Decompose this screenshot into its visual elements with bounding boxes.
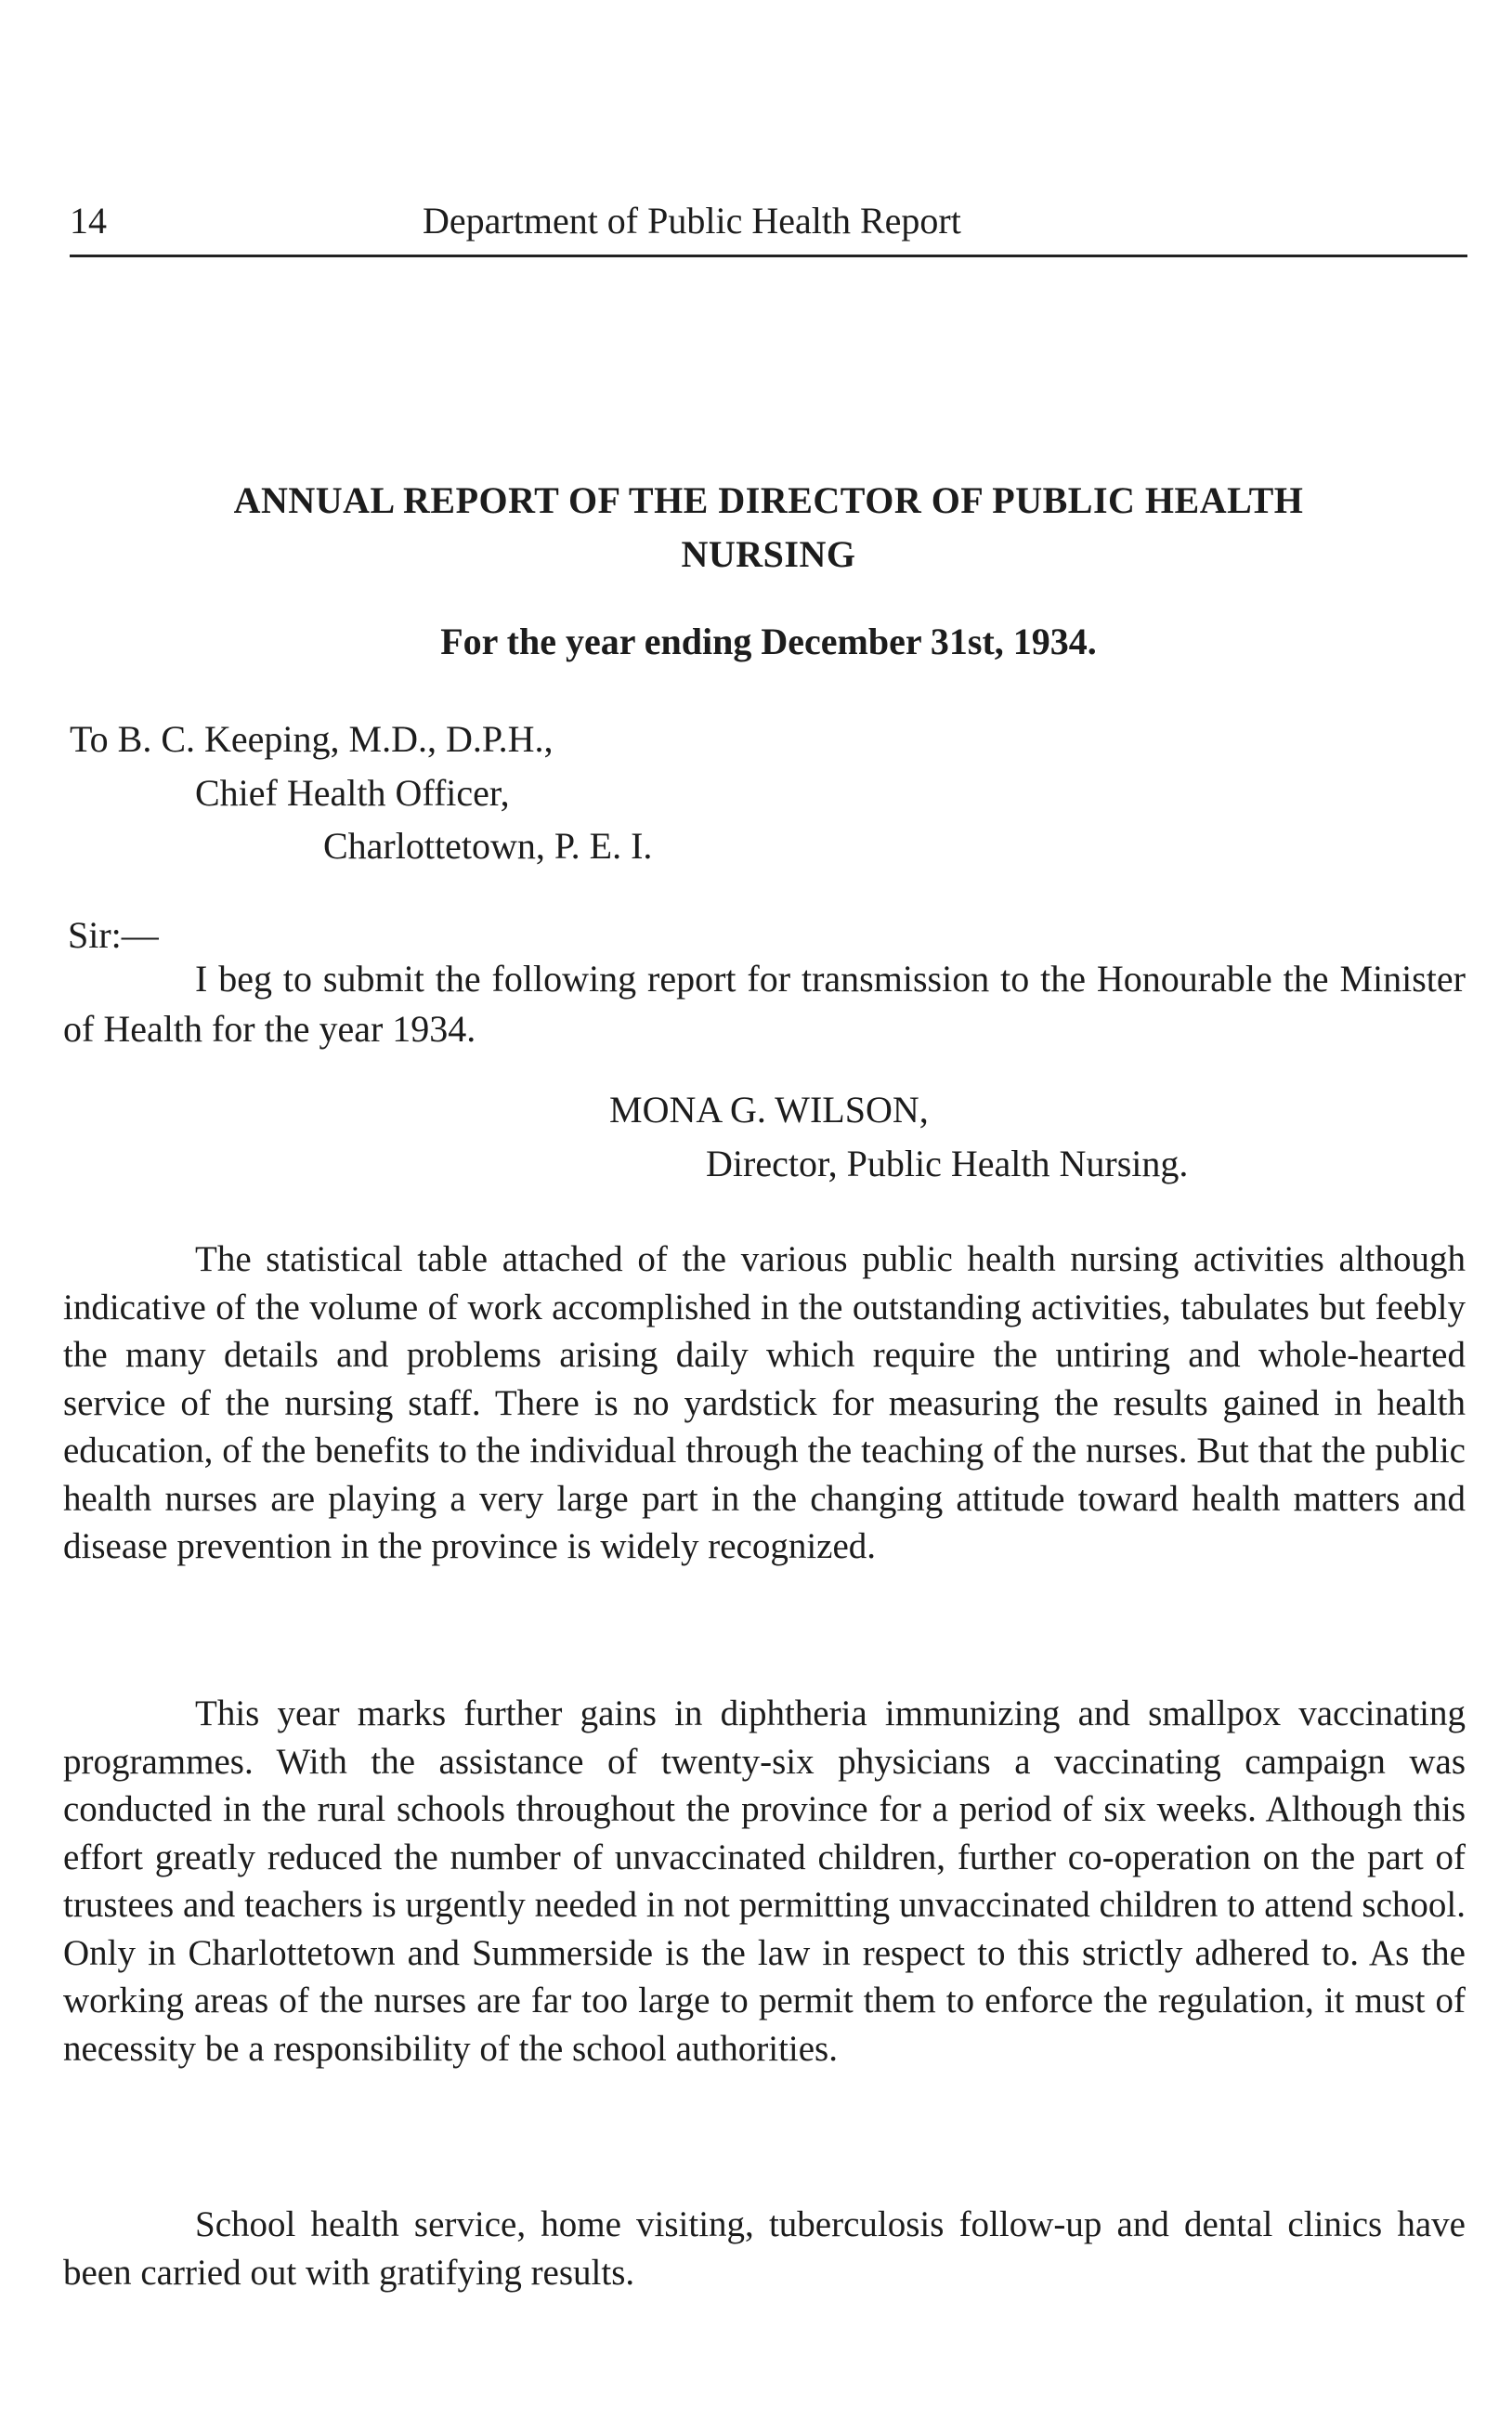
- paragraph-statistics: The statistical table attached of the various public health nursing activities although indicative of the volume of work accomplished in the outstanding activities, tabulates but feebly the many details and problems arising daily which require the untiring and whole-hearted service of the nursing staff. There is no yardstick for measuring the results gained in health education, of the benefits to the individual through the teaching of the nurses. But that the public health nurses are playing a very large part in the changing attitude toward health matters and disease prevention in the province is widely recognized.: [63, 1239, 1466, 1566]
- salutation: Sir:—: [68, 914, 159, 956]
- address-line-location: Charlottetown, P. E. I.: [323, 825, 653, 867]
- page-number: 14: [70, 200, 107, 242]
- paragraph-school-health: School health service, home visiting, tuberculosis follow-up and dental clinics have been carried out with gratifying results.: [63, 2204, 1466, 2293]
- report-title: [70, 474, 1467, 582]
- paragraph-immunization: This year marks further gains in diphtheria immunizing and smallpox vaccinating programmes. With the assistance of twenty-six physicians a vaccinating campaign was conducted in the rural schools throughout the province for a period of six weeks. Although this effort greatly reduced the number of unvaccinated children, further co-operation on the part of trustees and teachers is urgently needed in not permitting unvaccinated children to attend school. Only in Charlottetown and Summerside is the law in respect to this strictly adhered to. As the working areas of the nurses are far too large to permit them to enforce the regulation, it must of necessity be a responsibility of the school authorities.: [63, 1693, 1466, 2069]
- report-title-line-1: ANNUAL REPORT OF THE DIRECTOR OF PUBLIC HEALTH: [233, 479, 1304, 521]
- signature-name: MONA G. WILSON,: [609, 1089, 929, 1131]
- running-head: Department of Public Health Report: [423, 200, 961, 242]
- address-line-position: Chief Health Officer,: [195, 772, 510, 814]
- letter-body: I beg to submit the following report for transmission to the Honourable the Minister of Health for the year 1934.: [63, 958, 1466, 1050]
- report-title-line-2: NURSING: [681, 533, 856, 575]
- header-rule: [70, 255, 1467, 257]
- page-header: [70, 193, 1467, 249]
- address-line-recipient: To B. C. Keeping, M.D., D.P.H.,: [70, 718, 554, 760]
- signature-title: Director, Public Health Nursing.: [706, 1143, 1189, 1184]
- report-subtitle: For the year ending December 31st, 1934.: [440, 621, 1097, 662]
